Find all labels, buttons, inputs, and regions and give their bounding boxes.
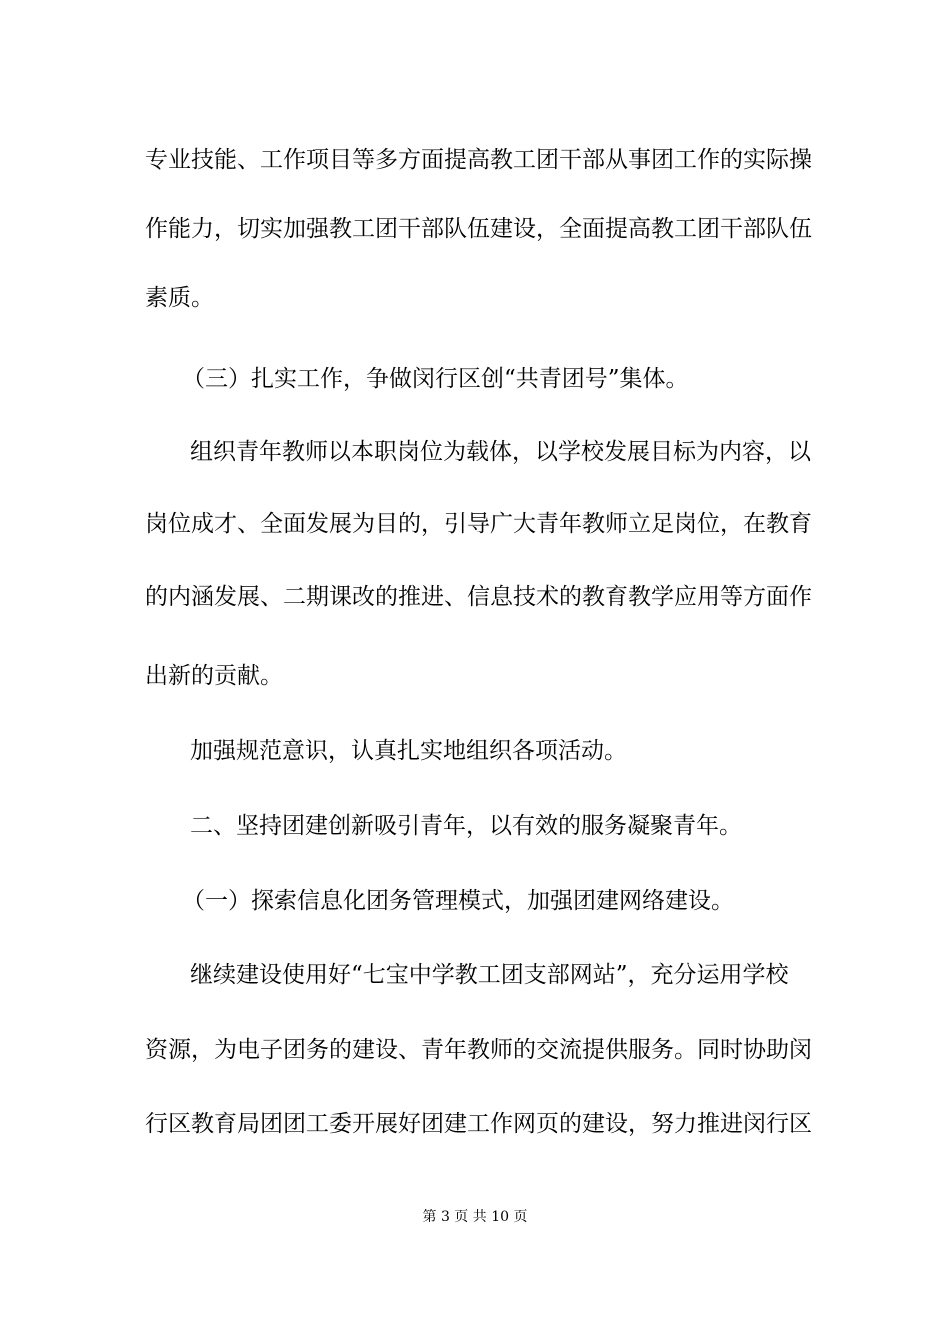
body-text-line: 组织青年教师以本职岗位为载体，以学校发展目标为内容，以 [190,439,811,465]
body-text-line: 资源，为电子团务的建设、青年教师的交流提供服务。同时协助闵 [145,1037,812,1063]
section-heading: 二、坚持团建创新吸引青年，以有效的服务凝聚青年。 [190,813,742,839]
body-text-line: 素质。 [145,285,214,311]
body-text-line: 专业技能、工作项目等多方面提高教工团干部从事团工作的实际操 [145,147,812,173]
body-text-line: 作能力，切实加强教工团干部队伍建设，全面提高教工团干部队伍 [145,216,812,242]
body-text-line: 继续建设使用好“七宝中学教工团支部网站”，充分运用学校 [190,962,789,988]
body-text-line: 岗位成才、全面发展为目的，引导广大青年教师立足岗位，在教育 [145,511,812,537]
body-text-line: 出新的贡献。 [145,663,283,689]
body-text-line: 加强规范意识，认真扎实地组织各项活动。 [190,738,627,764]
body-text-line: 行区教育局团团工委开展好团建工作网页的建设，努力推进闵行区 [145,1111,812,1137]
page-number-footer: 第 3 页 共 10 页 [422,1209,528,1225]
body-text-line: 的内涵发展、二期课改的推进、信息技术的教育教学应用等方面作 [145,584,812,610]
section-heading: （一）探索信息化团务管理模式，加强团建网络建设。 [182,888,734,914]
section-heading: （三）扎实工作，争做闵行区创“共青团号”集体。 [182,366,689,392]
